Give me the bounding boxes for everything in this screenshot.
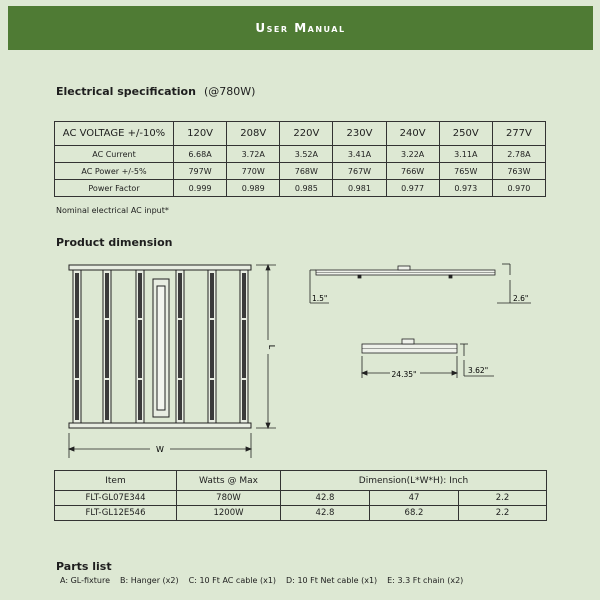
table-row [55, 471, 547, 491]
table-cell: 770W [227, 163, 280, 180]
table-cell: 3.41A [333, 146, 386, 163]
led-segment-gap [210, 318, 214, 320]
electrical-spec-title-text: Electrical specification [56, 85, 196, 98]
page-title: User Manual [255, 21, 346, 35]
length-cell: 42.8 [281, 491, 370, 506]
led-strip [138, 273, 142, 420]
led-strip [210, 273, 214, 420]
voltage-cell: 240V [386, 122, 439, 146]
led-segment-gap [75, 378, 79, 380]
height-cell: 2.2 [459, 506, 547, 521]
side-left-label: 1.5" [312, 294, 328, 303]
voltage-cell: 220V [280, 122, 333, 146]
row-label: Power Factor [55, 180, 174, 197]
length-cell: 42.8 [281, 506, 370, 521]
list-item: A: GL-fixture [60, 576, 110, 585]
table-cell: 0.999 [174, 180, 227, 197]
table-cell: 763W [492, 163, 545, 180]
list-item: C: 10 Ft AC cable (x1) [188, 576, 277, 585]
led-segment-gap [75, 318, 79, 320]
voltage-cell: 250V [439, 122, 492, 146]
table-cell: 768W [280, 163, 333, 180]
table-cell: 0.970 [492, 180, 545, 197]
table-cell: 0.985 [280, 180, 333, 197]
table-cell: 767W [333, 163, 386, 180]
table-cell: 3.72A [227, 146, 280, 163]
product-dimension-table [54, 470, 547, 521]
watts-cell: 1200W [177, 506, 281, 521]
fixture-side-view [310, 264, 531, 303]
voltage-cell: 230V [333, 122, 386, 146]
led-segment-gap [105, 318, 109, 320]
table-cell: 766W [386, 163, 439, 180]
item-header: Item [55, 471, 177, 491]
row-label: AC Current [55, 146, 174, 163]
fixture-top-view [69, 265, 251, 428]
table-row [55, 506, 547, 521]
height-cell: 2.2 [459, 491, 547, 506]
led-strip [75, 273, 79, 420]
hanger-width-label: 24.35" [391, 370, 417, 379]
parts-list [60, 576, 463, 585]
table-row [55, 491, 547, 506]
watts-header: Watts @ Max [177, 471, 281, 491]
table-cell: 0.989 [227, 180, 280, 197]
voltage-cell: 120V [174, 122, 227, 146]
led-segment-gap [178, 378, 182, 380]
led-strip [105, 273, 109, 420]
list-item: B: Hanger (x2) [120, 576, 179, 585]
table-cell: 0.973 [439, 180, 492, 197]
row-label: AC Power +/-5% [55, 163, 174, 180]
led-segment-gap [138, 378, 142, 380]
led-segment-gap [138, 318, 142, 320]
table-cell: 765W [439, 163, 492, 180]
electrical-note: Nominal electrical AC input* [56, 206, 169, 215]
hanger-height-label: 3.62" [468, 366, 489, 375]
parts-list-title: Parts list [56, 560, 112, 573]
led-segment-gap [105, 378, 109, 380]
table-cell: 3.22A [386, 146, 439, 163]
led-segment-gap [178, 318, 182, 320]
table-cell: 3.52A [280, 146, 333, 163]
table-cell: 797W [174, 163, 227, 180]
width-cell: 68.2 [370, 506, 459, 521]
voltage-cell: 208V [227, 122, 280, 146]
width-cell: 47 [370, 491, 459, 506]
electrical-spec-suffix: (@780W) [203, 85, 256, 98]
led-segment-gap [242, 378, 246, 380]
led-strip [178, 273, 182, 420]
dimension-header: Dimension(L*W*H): Inch [281, 471, 547, 491]
table-cell: 6.68A [174, 146, 227, 163]
table-cell: 3.11A [439, 146, 492, 163]
table-cell: 2.78A [492, 146, 545, 163]
item-cell: FLT-GL12E546 [55, 506, 177, 521]
length-label: L [267, 344, 276, 350]
voltage-cell: 277V [492, 122, 545, 146]
voltage-header-label: AC VOLTAGE +/-10% [55, 122, 174, 146]
item-cell: FLT-GL07E344 [55, 491, 177, 506]
side-right-label: 2.6" [513, 294, 529, 303]
led-segment-gap [242, 318, 246, 320]
width-label: W [156, 445, 164, 454]
watts-cell: 780W [177, 491, 281, 506]
product-dimension-title: Product dimension [56, 236, 173, 249]
led-segment-gap [210, 378, 214, 380]
list-item: E: 3.3 Ft chain (x2) [387, 576, 464, 585]
table-cell: 0.977 [386, 180, 439, 197]
led-strip [242, 273, 246, 420]
table-cell: 0.981 [333, 180, 386, 197]
list-item: D: 10 Ft Net cable (x1) [286, 576, 378, 585]
